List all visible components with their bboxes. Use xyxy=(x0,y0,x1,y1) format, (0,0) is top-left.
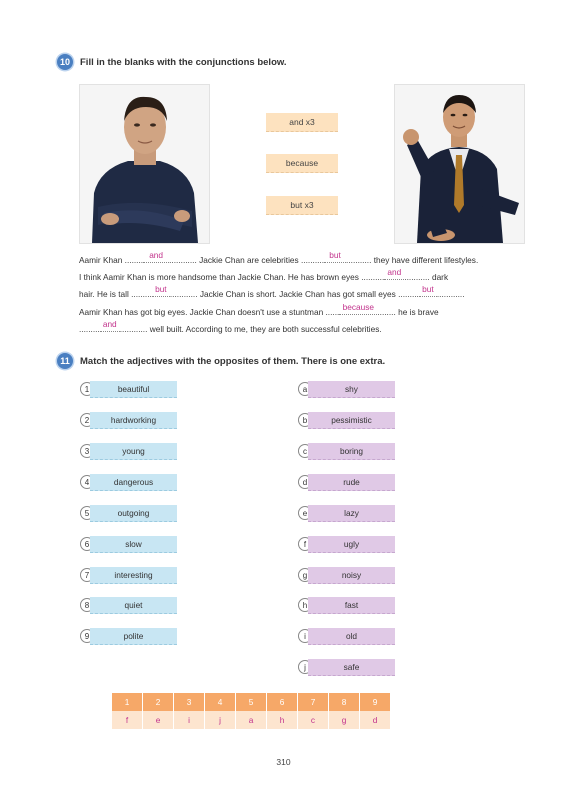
item-letter-circle: j xyxy=(298,660,312,674)
adjective-left: dangerous xyxy=(90,474,177,491)
text-segment: hair. He is tall ......... but ............ Jackie Chan is short. Jackie Chan has got small eyes ......... but ............ xyxy=(79,284,465,300)
item-letter-circle: f xyxy=(298,537,312,551)
item-number-circle: 9 xyxy=(80,629,94,643)
page-number: 310 xyxy=(276,757,291,767)
answer-number-cell: 4 xyxy=(205,693,236,711)
paragraph-line-4 xyxy=(79,303,525,320)
item-letter-circle: b xyxy=(298,413,312,427)
item-number-circle: 1 xyxy=(80,382,94,396)
answer-number-cell: 2 xyxy=(143,693,174,711)
answer-letter-cell: h xyxy=(267,711,298,729)
item-letter-circle: d xyxy=(298,475,312,489)
adjective-left: quiet xyxy=(90,597,177,614)
adjective-left: slow xyxy=(90,536,177,553)
answer-number-cell: 3 xyxy=(174,693,205,711)
answer-number-cell: 1 xyxy=(112,693,143,711)
item-letter-circle: i xyxy=(298,629,312,643)
paragraph-line-1 xyxy=(79,251,525,268)
exercise-10-paragraph xyxy=(79,251,525,337)
conjunction-and: and x3 xyxy=(266,113,338,132)
adjective-right: ugly xyxy=(308,536,395,553)
conjunction-because: because xyxy=(266,154,338,173)
item-number-circle: 7 xyxy=(80,568,94,582)
adjective-left: hardworking xyxy=(90,412,177,429)
adjective-right: noisy xyxy=(308,567,395,584)
item-number-circle: 6 xyxy=(80,537,94,551)
exercise-11-title: Match the adjectives with the opposites of them. There is one extra. xyxy=(80,356,386,367)
item-letter-circle: c xyxy=(298,444,312,458)
paragraph-line-3 xyxy=(79,285,525,302)
aamir-khan-photo xyxy=(79,84,210,244)
answer-blank: and xyxy=(384,268,404,280)
paragraph-line-5 xyxy=(79,320,525,337)
answer-blank: and xyxy=(143,251,169,263)
exercise-10-title: Fill in the blanks with the conjunctions below. xyxy=(80,57,287,68)
text-segment: Aamir Khan has got big eyes. Jackie Chan doesn't use a stuntman ...... because ........ he is brave xyxy=(79,301,439,317)
answer-letter-cell: e xyxy=(143,711,174,729)
answer-number-cell: 6 xyxy=(267,693,298,711)
adjective-right: shy xyxy=(308,381,395,398)
answer-letter-cell: d xyxy=(360,711,391,729)
answer-table-numbers xyxy=(112,693,391,711)
answer-blank: and xyxy=(100,320,120,332)
answer-letter-cell: j xyxy=(205,711,236,729)
exercise-10-badge: 10 xyxy=(57,54,73,70)
answer-table-letters xyxy=(112,711,391,729)
answer-letter-cell: a xyxy=(236,711,267,729)
adjective-left: outgoing xyxy=(90,505,177,522)
adjective-left: beautiful xyxy=(90,381,177,398)
adjective-right: safe xyxy=(308,659,395,676)
answer-letter-cell: g xyxy=(329,711,360,729)
answer-number-cell: 5 xyxy=(236,693,267,711)
adjective-left: polite xyxy=(90,628,177,645)
text-segment: Aamir Khan ........ and ............ Jackie Chan are celebrities .......... but ........... they have different lifestyles. xyxy=(79,250,479,265)
adjective-right: pessimistic xyxy=(308,412,395,429)
adjective-left: young xyxy=(90,443,177,460)
adjective-right: old xyxy=(308,628,395,645)
answer-blank: but xyxy=(152,285,170,297)
conjunction-but: but x3 xyxy=(266,196,338,215)
jackie-chan-photo xyxy=(394,84,525,244)
item-number-circle: 4 xyxy=(80,475,94,489)
adjective-left: interesting xyxy=(90,567,177,584)
text-segment: ......... and ............ well built. According to me, they are both successful celebrities. xyxy=(79,318,382,334)
paragraph-line-2 xyxy=(79,268,525,285)
item-letter-circle: e xyxy=(298,506,312,520)
answer-table xyxy=(112,693,391,729)
item-number-circle: 3 xyxy=(80,444,94,458)
answer-number-cell: 9 xyxy=(360,693,391,711)
text-segment: I think Aamir Khan is more handsome than Jackie Chan. He has brown eyes .......... and ........... dark xyxy=(79,267,449,283)
adjective-right: fast xyxy=(308,597,395,614)
answer-number-cell: 7 xyxy=(298,693,329,711)
item-letter-circle: a xyxy=(298,382,312,396)
answer-number-cell: 8 xyxy=(329,693,360,711)
answer-blank: but xyxy=(324,251,346,263)
item-letter-circle: g xyxy=(298,568,312,582)
item-number-circle: 2 xyxy=(80,413,94,427)
answer-blank: but xyxy=(419,285,437,297)
adjective-right: boring xyxy=(308,443,395,460)
answer-blank: because xyxy=(339,303,377,315)
answer-letter-cell: f xyxy=(112,711,143,729)
item-number-circle: 5 xyxy=(80,506,94,520)
adjective-right: rude xyxy=(308,474,395,491)
answer-letter-cell: c xyxy=(298,711,329,729)
adjective-right: lazy xyxy=(308,505,395,522)
exercise-11-badge: 11 xyxy=(57,353,73,369)
answer-letter-cell: i xyxy=(174,711,205,729)
item-number-circle: 8 xyxy=(80,598,94,612)
item-letter-circle: h xyxy=(298,598,312,612)
